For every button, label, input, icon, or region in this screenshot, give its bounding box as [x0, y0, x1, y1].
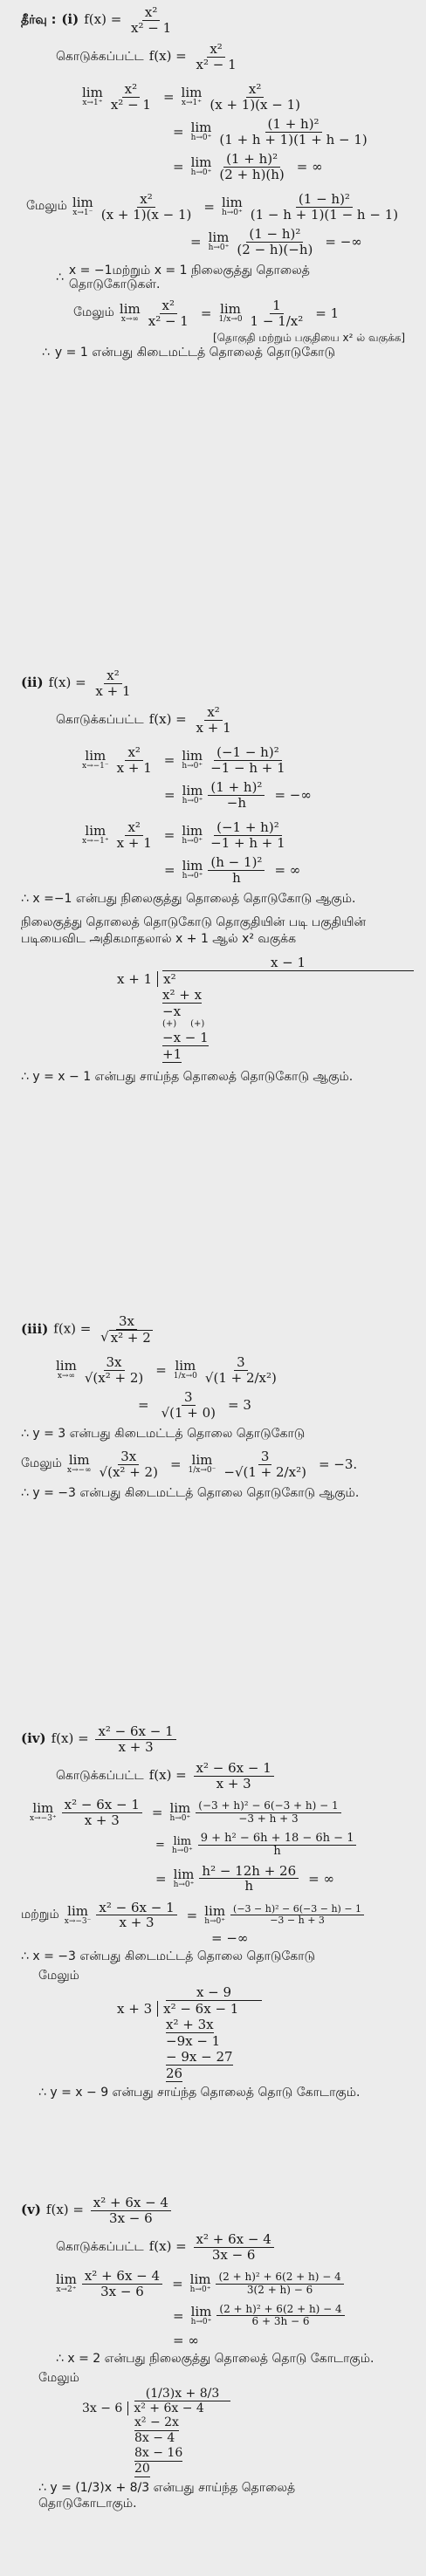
- vertical-asymptote-text-5: ∴ x = 2 என்பது நிலைகுத்து தொலைத் தொடு கோடாகும்.: [56, 2352, 405, 2367]
- part-label: (i): [61, 11, 79, 28]
- melum-label: மேலும்: [26, 199, 67, 213]
- limit-left-neg1: lim x→−1⁻ $\frac{\text{x²}}{x + 1}$ = lim h→0⁺ $\frac{\text{(−1 − h)²}}{-1 - h + 1}$ = lim h→0⁺ $\frac{\text{(1 + h)²}}{-h}$ = −∞: [82, 744, 312, 811]
- long-division-2: x − 9 x + 3 x² − 6x − 1 x² + 3x −9x − 1 − 9x − 27 26: [117, 1984, 414, 2082]
- part-label: (ii): [21, 675, 44, 691]
- limit-derivation-right: lim x→1⁺ $\frac{\text{x²}}{\text{x² − 1}}$ = lim x→1⁺ $\frac{\text{x²}}{(x + 1)(x - 1)}$ = lim h→0⁺ $\frac{\text{(1 + h)²}}{(1 + h + 1)(1 + h - 1)}$ = lim h→0⁺ $\frac{\text{(1 + h)²}}{(2 + h)(h)}$ = ∞: [82, 81, 368, 182]
- oblique-asymptote-text-2: ∴ y = x − 1 என்பது சாய்ந்த தொலைத் தொடுகோடு ஆகும்.: [21, 1070, 388, 1086]
- vertical-asymptote-text-4: ∴ x = −3 என்பது கிடைமட்டத் தொலை தொடுகோடு: [21, 1949, 414, 1965]
- horizontal-asymptote-text-1: ∴ y = 1 என்பது கிடைமட்டத் தொலைத் தொடுகோடு: [42, 346, 414, 360]
- part-4: (iv) f(x) = $\frac{\text{x² − 6x − 1}}{x + 3}$ கொடுக்கப்பட்ட f(x) = $\frac{\text{x² − 6x − 1}}{x + 3}$ lim x→−3⁺ $\frac{\text{x² − 6x − 1}}{x + 3}$ = lim h→0⁺ $\frac{\text{(−3 + h)² − 6(−3 + h) − 1}}{-3 + h + 3}$ = lim h→0⁺ $\frac{\text{9 + h² − 6h + 18 − 6h − 1}}{h}$ = lim h→0⁺ $\frac{\text{h² − 12h + 26}}{h}$ = ∞ மற்றும் lim x→−3⁻ $\frac{\text{x² − 6x − 1}}{x + 3}$ = lim h→0⁺ $\frac{\text{(−3 − h)² − 6(−3 − h) − 1}}{-3 - h + 3}$ = −∞ ∴ x = −3 என்பது கிடைமட்டத் தொலை தொடுகோடு மேலும் x − 9 x + 3 x² − 6x − 1 x² + 3x −9x − 1 − 9x − 27 26 ∴ y = x − 9 என்பது சாய்ந்த தொலைத் தொடு கோடாகும்.: [21, 1724, 414, 2196]
- given-label: கொடுக்கப்பட்ட: [56, 49, 144, 64]
- horizontal-asymptote-pos: ∴ y = 3 என்பது கிடைமட்டத் தொலை தொடுகோடு: [21, 1427, 414, 1442]
- long-division-3: (1/3)x + 8/3 3x − 6 x² + 6x − 4 x² − 2x 8x − 4 8x − 16 20: [82, 2387, 414, 2477]
- long-division-1: x − 1 x + 1 x² x² + x −x (+) (+) −x − 1 +1: [117, 955, 414, 1063]
- limit-derivation-left: மேலும் lim x→1⁻ $\frac{\text{x²}}{(x + 1)(x - 1)}$ = lim h→0⁺ $\frac{\text{(1 − h)²}}{(1 - h + 1)(1 - h - 1)}$: [26, 191, 399, 223]
- limit-pos-inf: lim x→∞ $\frac{3x}{\text{√(x² + 2)}}$ = lim 1/x→0 $\frac{3}{\text{√(1 + 2/x²)}}$ = $\frac{3}{√(1 + 0)}$ = 3: [56, 1354, 277, 1421]
- horizontal-asymptote-neg: ∴ y = −3 என்பது கிடைமட்டத் தொலை தொடுகோடு ஆகும்.: [21, 1486, 388, 1502]
- limit-left-neg3: மற்றும் lim x→−3⁻ $\frac{\text{x² − 6x − 1}}{x + 3}$ = lim h→0⁺ $\frac{\text{(−3 − h)² − 6(−3 − h) − 1}}{-3 - h + 3}$: [21, 1901, 414, 1930]
- part-5: (v) f(x) = $\frac{\text{x² + 6x − 4}}{3x - 6}$ கொடுக்கப்பட்ட f(x) = $\frac{\text{x² + 6x − 4}}{3x - 6}$ lim x→2⁺ $\frac{\text{x² + 6x − 4}}{3x - 6}$ = lim h→0⁺ $\frac{\text{(2 + h)² + 6(2 + h) − 4}}{3(2 + h) - 6}$ = lim h→0⁺ $\frac{\text{(2 + h)² + 6(2 + h) − 4}}{6 + 3h - 6}$ = ∞ ∴ x = 2 என்பது நிலைகுத்து தொலைத் தொடு கோடாகும். மேலும் (1/3)x + 8/3 3x − 6 x² + 6x − 4 x² − 2x 8x − 4 8x − 16 20 ∴ y = (1/3)x + 8/3 என்பது சாய்ந்த தொலைத் தொடுகோடாகும்.: [21, 2196, 414, 2573]
- part-1: தீர்வு : (i) f(x) = $\frac{\text{x²}}{\text{x² − 1}}$ கொடுக்கப்பட்ட f(x) = $\frac{\text{x²}}{\text{x² − 1}}$ lim x→1⁺ $\frac{\text{x²}}{\text{x² − 1}}$ = lim x→1⁺ $\frac{\text{x²}}{(x + 1)(x - 1)}$ = lim h→0⁺ $\frac{\text{(1 + h)²}}{(1 + h + 1)(1 + h - 1)}$ = lim h→0⁺ $\frac{\text{(1 + h)²}}{(2 + h)(h)}$ = ∞ மேலும் lim x→1⁻ $\frac{\text{x²}}{(x + 1)(x - 1)}$ = lim h→0⁺ $\frac{\text{(1 − h)²}}{(1 - h + 1)(1 - h - 1)}$ = lim h→0⁺ $\frac{\text{(1 − h)²}}{(2 - h)(-h)}$ = −∞ ∴ x = −1மற்றும் x = 1 நிலைகுத்து தொலைத் தொடுகோடுகள். மேலும் lim x→∞ $\frac{\text{x²}}{\text{x² − 1}}$ = lim 1/x→0 $\frac{1}{\text{1 − 1/x²}}$ = 1 [தொகுதி மற்றும் பகுதியை x² ல் வகுக்க] ∴ y = 1 என்பது கிடைமட்டத் தொலைத் தொடுகோடு: [21, 5, 414, 668]
- function-def: f(x) = $\frac{\text{x²}}{\text{x² − 1}}$: [84, 5, 172, 36]
- oblique-asymptote-text-5: ∴ y = (1/3)x + 8/3 என்பது சாய்ந்த தொலைத் தொடுகோடாகும்.: [38, 2481, 396, 2512]
- limit-infinity: மேலும் lim x→∞ $\frac{\text{x²}}{\text{x² − 1}}$ = lim 1/x→0 $\frac{1}{\text{1 − 1/x²}}$ = 1: [73, 298, 340, 329]
- part-3: (iii) f(x) = 3x √ x² + 2 lim x→∞ $\frac{3x}{\text{√(x² + 2)}}$ = lim 1/x→0 $\frac{3}{\text{√(1 + 2/x²)}}$ = $\frac{3}{√(1 + 0)}$ = 3 ∴ y = 3 என்பது கிடைமட்டத் தொலை தொடுகோடு மேலும் lim x→−∞ $\frac{3x}{\text{√(x² + 2)}}$ = lim 1/x→0⁻ $\frac{3}{\text{−√(1 + 2/x²)}}$ = −3. ∴ y = −3 என்பது கிடைமட்டத் தொலை தொடுகோடு ஆகும்.: [21, 1314, 414, 1724]
- vertical-asymptote-text-1: ∴ x = −1மற்றும் x = 1 நிலைகுத்து தொலைத் தொடுகோடுகள்.: [56, 264, 388, 291]
- part-2: (ii) f(x) = $\frac{\text{x²}}{x + 1}$ கொடுக்கப்பட்ட f(x) = $\frac{\text{x²}}{x + 1}$ lim x→−1⁻ $\frac{\text{x²}}{x + 1}$ = lim h→0⁺ $\frac{\text{(−1 − h)²}}{-1 - h + 1}$ = lim h→0⁺ $\frac{\text{(1 + h)²}}{-h}$ = −∞ lim x→−1⁺ $\frac{\text{x²}}{x + 1}$ = lim h→0⁺ $\frac{\text{(−1 + h)²}}{-1 + h + 1}$ = lim h→0⁺ $\frac{\text{(h − 1)²}}{h}$ = ∞ ∴ x =−1 என்பது நிலைகுத்து தொலைத் தொடுகோடு ஆகும். நிலைகுத்து தொலைத் தொடுகோடு தொகுதியின் படி பகுதியின் படியைவிட அதிகமாதலால் x + 1 ஆல் x² வகுக்க x − 1 x + 1 x² x² + x −x (+) (+) −x − 1 +1 ∴ y = x − 1 என்பது சாய்ந்த தொலைத் தொடுகோடு ஆகும்.: [21, 668, 414, 1314]
- limit-right-neg1: lim x→−1⁺ $\frac{\text{x²}}{x + 1}$ = lim h→0⁺ $\frac{\text{(−1 + h)²}}{-1 + h + 1}$ = lim h→0⁺ $\frac{\text{(h − 1)²}}{h}$ = ∞: [82, 819, 301, 886]
- limit-neg-inf: மேலும் lim x→−∞ $\frac{3x}{\text{√(x² + 2)}}$ = lim 1/x→0⁻ $\frac{3}{\text{−√(1 + 2/x²)}}$ = −3.: [21, 1449, 358, 1480]
- solution-label: தீர்வு :: [21, 12, 57, 27]
- limit-at-2: lim x→2⁺ $\frac{\text{x² + 6x − 4}}{3x - 6}$ = lim h→0⁺ $\frac{\text{(2 + h)² + 6(2 + h) − 4}}{3(2 + h) - 6}$ = lim h→0⁺ $\frac{\text{(2 + h)² + 6(2 + h) − 4}}{6 + 3h - 6}$ = ∞: [56, 2269, 414, 2348]
- oblique-asymptote-text-4: ∴ y = x − 9 என்பது சாய்ந்த தொலைத் தொடு கோடாகும்.: [38, 2086, 405, 2101]
- limit-right-neg3: lim x→−3⁺ $\frac{\text{x² − 6x − 1}}{x + 3}$ = lim h→0⁺ $\frac{\text{(−3 + h)² − 6(−3 + h) − 1}}{-3 + h + 3}$ = lim h→0⁺ $\frac{\text{9 + h² − 6h + 18 − 6h − 1}}{h}$ = lim h→0⁺ $\frac{\text{h² − 12h + 26}}{h}$ = ∞: [30, 1798, 414, 1894]
- note-divide: [தொகுதி மற்றும் பகுதியை x² ல் வகுக்க]: [213, 332, 406, 345]
- vertical-asymptote-text-2: ∴ x =−1 என்பது நிலைகுத்து தொலைத் தொடுகோடு ஆகும்.: [21, 892, 388, 908]
- division-description: நிலைகுத்து தொலைத் தொடுகோடு தொகுதியின் படி பகுதியின் படியைவிட அதிகமாதலால் x + 1 ஆல் x² வகுக்க: [21, 915, 367, 946]
